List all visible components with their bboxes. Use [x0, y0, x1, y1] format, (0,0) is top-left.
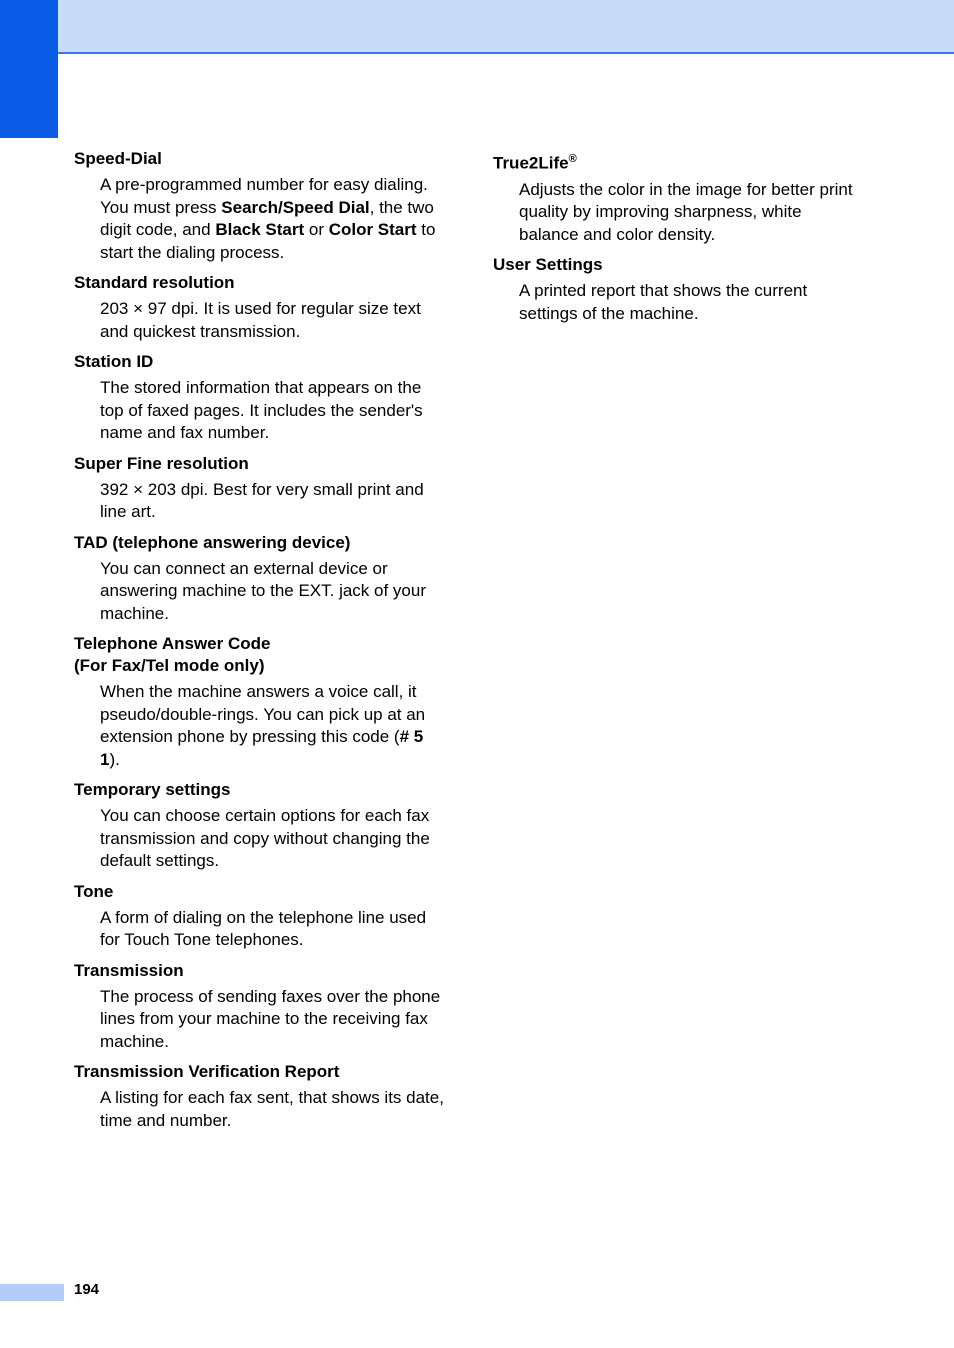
- term-text: Transmission: [74, 960, 184, 980]
- definition-text: When the machine answers a voice call, it pseudo/double-rings. You can pick up at an extension phone by pressing this code (: [100, 682, 426, 746]
- glossary-entry: [493, 254, 853, 325]
- term-text: Tone: [74, 881, 114, 901]
- glossary-term: [74, 532, 446, 554]
- definition-text: You can connect an external device or answering machine to the EXT. jack of your machine.: [100, 558, 426, 623]
- glossary-term: [74, 272, 446, 294]
- header-band: [58, 0, 954, 54]
- glossary-entry: [74, 633, 446, 771]
- glossary-term: [74, 351, 446, 373]
- term-text: Telephone Answer Code: [74, 634, 271, 653]
- glossary-entry: [74, 1061, 446, 1132]
- key-name: Color Start: [328, 220, 417, 239]
- term-text: Transmission Verification Report: [74, 1062, 340, 1081]
- glossary-definition: [100, 681, 446, 771]
- footer-band: [0, 1284, 64, 1301]
- glossary-definition: [100, 479, 446, 524]
- definition-text: The process of sending faxes over the phone lines from your machine to the receiving fax machine.: [100, 986, 441, 1051]
- term-text: True2Life: [493, 153, 569, 173]
- glossary-term: [74, 1061, 446, 1083]
- glossary-term: [74, 960, 446, 982]
- term-text: User Settings: [493, 255, 603, 275]
- term-text: Speed-Dial: [74, 149, 162, 168]
- key-name: # 5 1: [100, 727, 424, 769]
- glossary-term: [74, 148, 446, 170]
- glossary-definition: [519, 280, 853, 325]
- definition-text: The stored information that appears on the top of faxed pages. It includes the sender's name and fax number.: [100, 378, 423, 442]
- glossary-entry: [74, 881, 446, 952]
- glossary-definition: [100, 805, 446, 873]
- glossary-term: [493, 254, 853, 276]
- term-qualifier: (For Fax/Tel mode only): [74, 656, 265, 675]
- glossary-definition: [100, 907, 446, 952]
- chapter-tab: [0, 0, 58, 138]
- definition-text: to start the dialing process.: [100, 220, 436, 262]
- glossary-definition: [100, 558, 446, 626]
- glossary-term: [74, 779, 446, 801]
- glossary-definition: [100, 377, 446, 445]
- definition-text: A form of dialing on the telephone line used for Touch Tone telephones.: [100, 907, 427, 949]
- glossary-entry: [493, 148, 853, 246]
- glossary-definition: [100, 298, 446, 343]
- glossary-entry: [74, 272, 446, 343]
- glossary-definition: [100, 1087, 446, 1132]
- glossary-term: [74, 881, 446, 903]
- definition-text: A listing for each fax sent, that shows its date, time and number.: [100, 1088, 444, 1130]
- glossary-entry: [74, 453, 446, 524]
- definition-text: ).: [109, 749, 120, 769]
- glossary-entry: [74, 148, 446, 264]
- term-text: Temporary settings: [74, 780, 231, 799]
- definition-text: A printed report that shows the current settings of the machine.: [519, 281, 808, 323]
- term-text: Super Fine resolution: [74, 453, 249, 473]
- registered-mark: ®: [568, 153, 577, 165]
- key-name: Black Start: [215, 220, 305, 239]
- key-name: Search/Speed Dial: [221, 197, 370, 217]
- glossary-definition: [100, 174, 446, 264]
- term-text: TAD (telephone answering device): [74, 532, 351, 552]
- glossary-definition: [100, 986, 446, 1054]
- glossary-term: [74, 633, 446, 677]
- term-text: Standard resolution: [74, 273, 235, 292]
- definition-text: A pre-programmed number for easy dialing. You must press: [100, 175, 428, 217]
- glossary-term: [493, 148, 853, 175]
- definition-text: 203 × 97 dpi. It is used for regular size text and quickest transmission.: [100, 299, 421, 341]
- right-column: [493, 148, 853, 333]
- glossary-entry: [74, 532, 446, 626]
- glossary-entry: [74, 960, 446, 1054]
- glossary-definition: [519, 179, 853, 247]
- glossary-entry: [74, 779, 446, 873]
- definition-text: or: [304, 220, 329, 239]
- definition-text: , the two digit code, and: [100, 197, 434, 239]
- left-column: [74, 148, 446, 1140]
- page-number: 194: [74, 1281, 100, 1298]
- definition-text: Adjusts the color in the image for better print quality by improving sharpness, white balance and color density.: [519, 179, 853, 244]
- term-text: Station ID: [74, 352, 154, 371]
- definition-text: 392 × 203 dpi. Best for very small print and line art.: [100, 479, 424, 521]
- glossary-entry: [74, 351, 446, 445]
- definition-text: You can choose certain options for each fax transmission and copy without changing the default settings.: [100, 806, 430, 870]
- glossary-term: [74, 453, 446, 475]
